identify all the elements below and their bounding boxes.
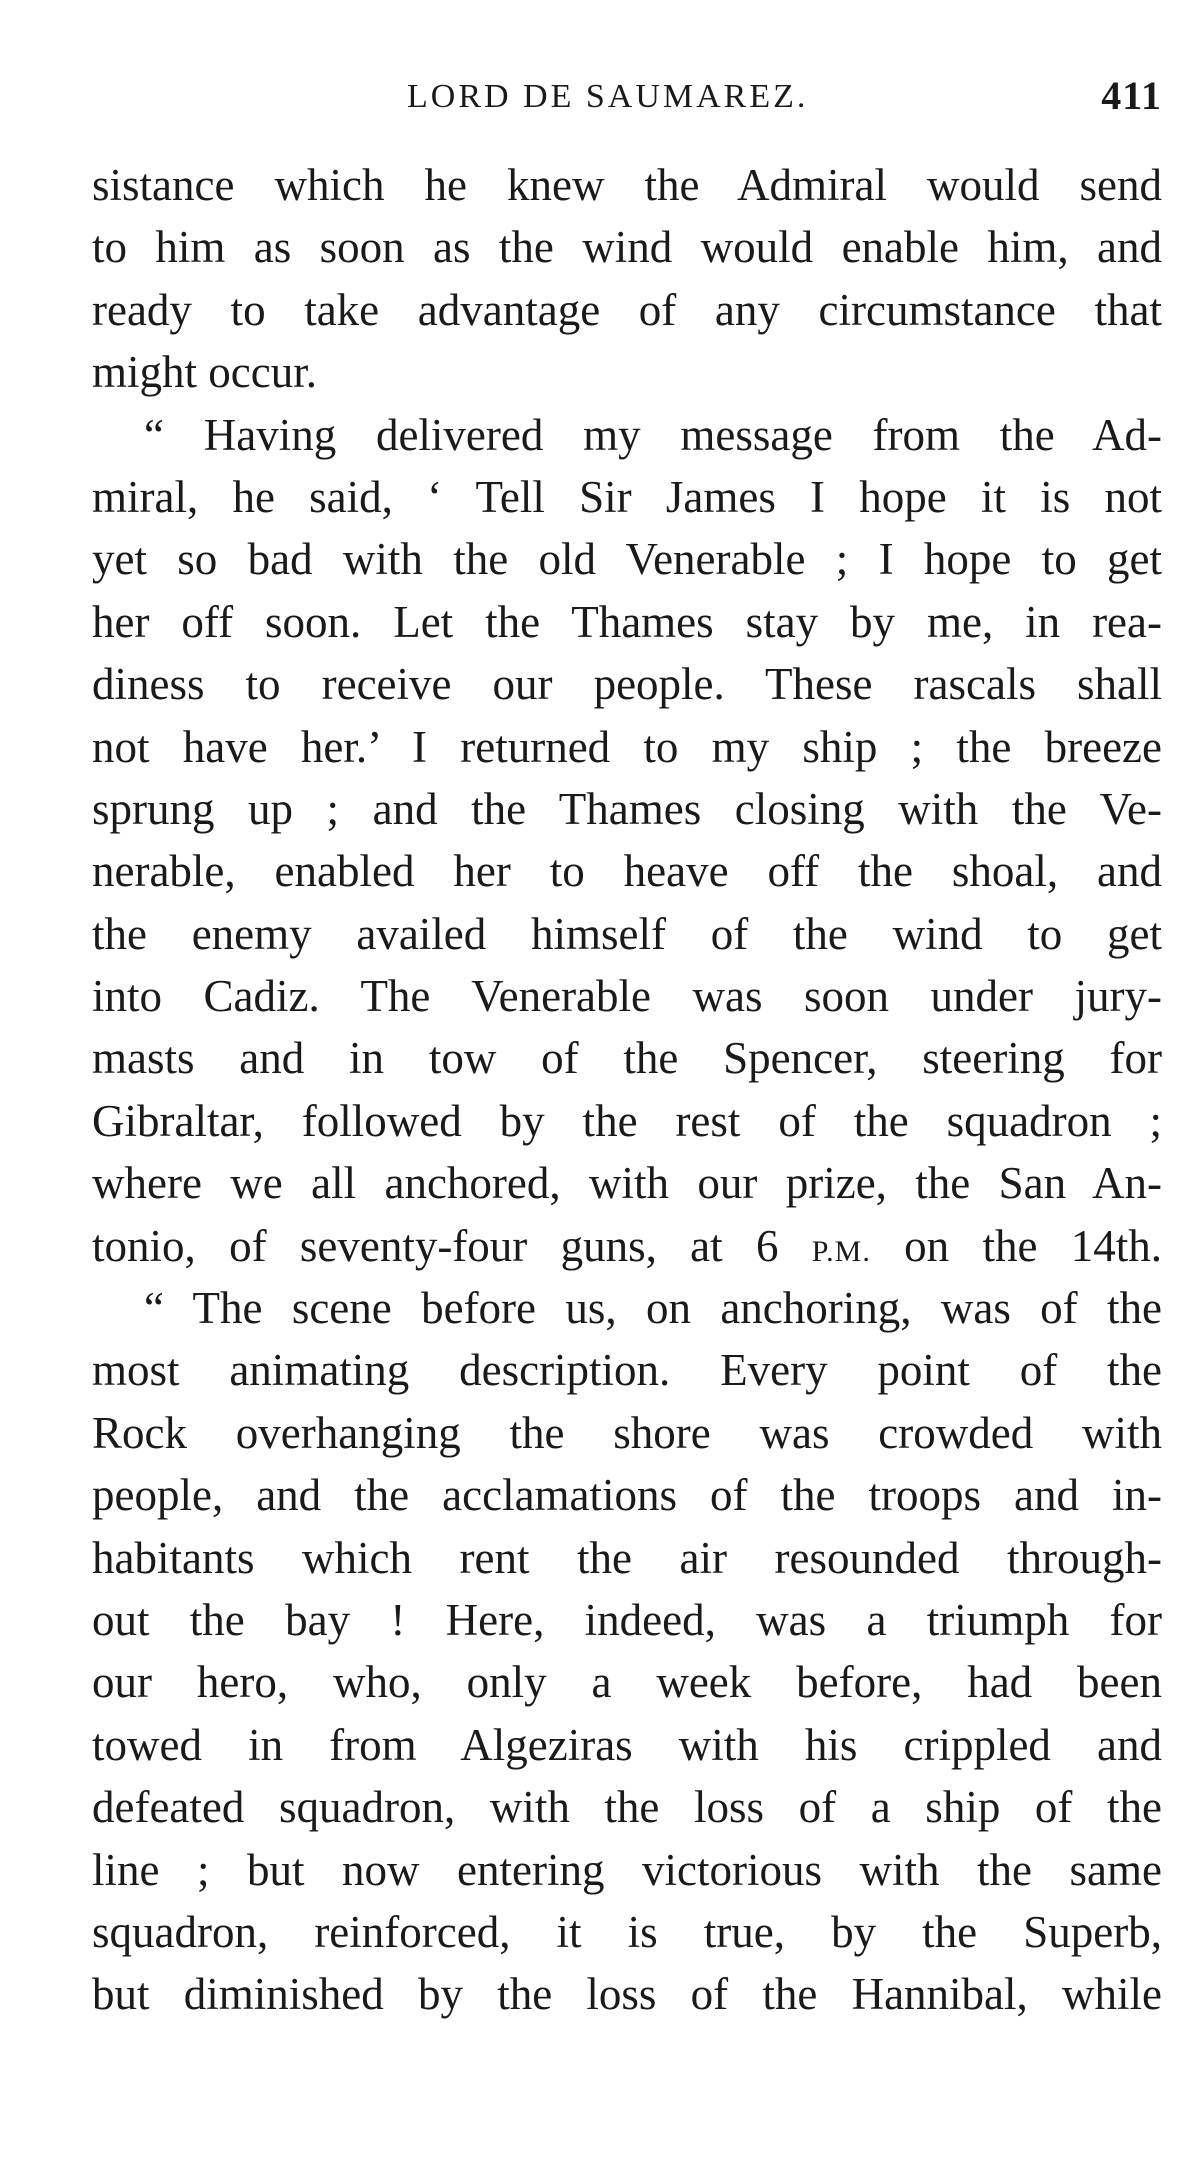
text-run: tonio, of seventy-four guns, at 6 <box>92 1220 812 1271</box>
text-line: diness to receive our people. These rascals shall <box>92 659 1162 710</box>
text-line: squadron, reinforced, it is true, by the Superb, <box>92 1906 1162 1957</box>
text-run: on the 14th. <box>870 1220 1162 1271</box>
text-line <box>92 1215 1162 1277</box>
text-line: towed in from Algeziras with his crippled and <box>92 1719 1162 1770</box>
text-line: sprung up ; and the Thames closing with the Ve- <box>92 783 1162 834</box>
text-line: most animating description. Every point of the <box>92 1345 1162 1396</box>
text-line: out the bay ! Here, indeed, was a triumph for <box>92 1594 1162 1645</box>
text-line: nerable, enabled her to heave off the shoal, and <box>92 846 1162 897</box>
text-line: masts and in tow of the Spencer, steering for <box>92 1033 1162 1084</box>
text-line: Gibraltar, followed by the rest of the squadron ; <box>92 1095 1162 1146</box>
text-line: defeated squadron, with the loss of a ship of the <box>92 1782 1162 1833</box>
text-line: miral, he said, ‘ Tell Sir James I hope it is not <box>92 471 1162 522</box>
text-line: “ The scene before us, on anchoring, was of the <box>144 1283 1162 1334</box>
text-line: might occur. <box>92 347 317 398</box>
text-line: her off soon. Let the Thames stay by me, in rea- <box>92 596 1162 647</box>
text-line: yet so bad with the old Venerable ; I hope to get <box>92 534 1162 585</box>
text-line: but diminished by the loss of the Hannibal, while <box>92 1969 1162 2020</box>
text-line: our hero, who, only a week before, had been <box>92 1657 1162 1708</box>
text-line: line ; but now entering victorious with the same <box>92 1844 1162 1895</box>
text-line: habitants which rent the air resounded through- <box>92 1532 1162 1583</box>
text-line: not have her.’ I returned to my ship ; the breeze <box>92 721 1162 772</box>
text-line: the enemy availed himself of the wind to get <box>92 908 1162 959</box>
text-line: to him as soon as the wind would enable him, and <box>92 222 1162 273</box>
text-line: where we all anchored, with our prize, the San An- <box>92 1158 1162 1209</box>
running-title: LORD DE SAUMAREZ. <box>407 78 809 115</box>
running-head <box>94 72 1162 132</box>
time-abbreviation: P.M. <box>811 1234 871 1268</box>
text-line: people, and the acclamations of the troops and in- <box>92 1470 1162 1521</box>
page-number: 411 <box>1101 73 1162 118</box>
text-line: into Cadiz. The Venerable was soon under jury- <box>92 971 1162 1022</box>
body-text <box>92 154 1162 2026</box>
text-line: ready to take advantage of any circumstance that <box>92 284 1162 335</box>
text-line: sistance which he knew the Admiral would send <box>92 160 1162 210</box>
text-line: Rock overhanging the shore was crowded with <box>92 1407 1162 1458</box>
text-line: “ Having delivered my message from the Ad- <box>144 409 1162 460</box>
